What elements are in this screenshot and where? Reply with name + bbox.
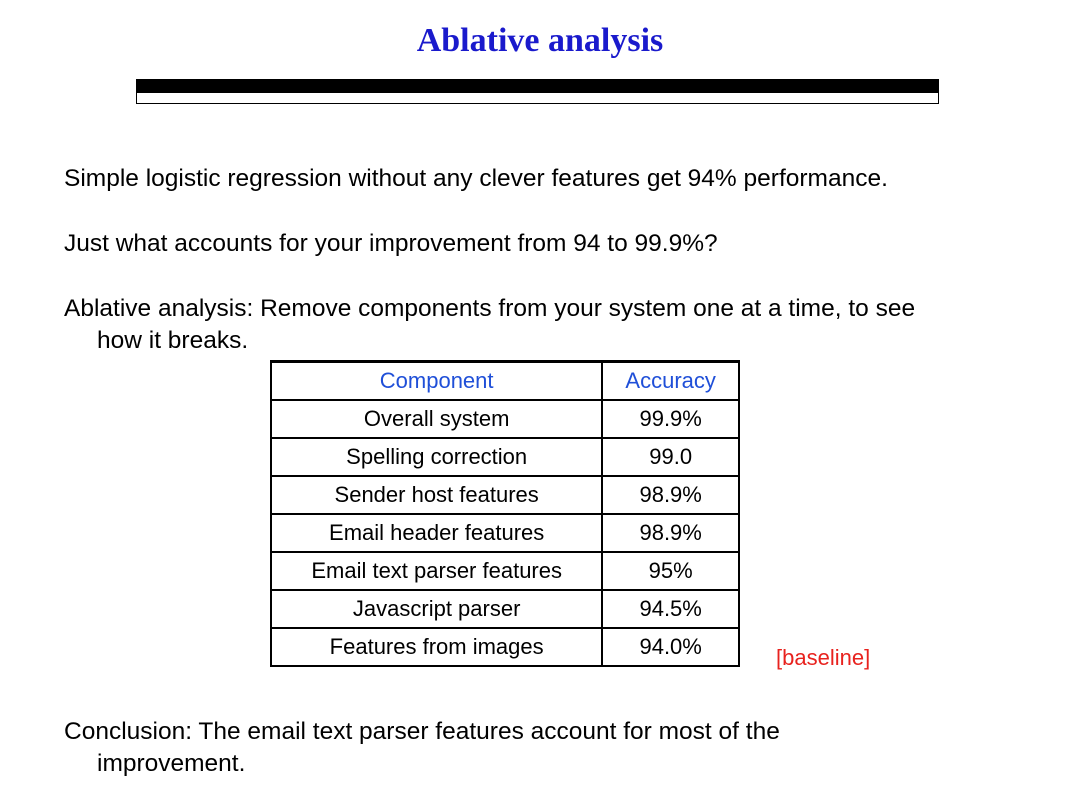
definition-paragraph: [64, 293, 1024, 357]
component-cell: Sender host features: [271, 476, 602, 514]
component-cell: Email header features: [271, 514, 602, 552]
baseline-note: [baseline]: [776, 645, 871, 670]
accuracy-cell: 94.0%: [602, 628, 739, 666]
component-cell: Spelling correction: [271, 438, 602, 476]
component-cell: Javascript parser: [271, 590, 602, 628]
component-cell: Overall system: [271, 400, 602, 438]
accuracy-cell: 94.5%: [602, 590, 739, 628]
intro-paragraph: Simple logistic regression without any clever features get 94% performance.: [64, 165, 888, 192]
conclusion-paragraph: [64, 716, 1024, 780]
definition-line-2: how it breaks.: [97, 327, 249, 354]
accuracy-cell: 98.9%: [602, 514, 739, 552]
ablation-table: [270, 360, 740, 667]
conclusion-line-1: Conclusion: The email text parser features account for most of the: [64, 718, 780, 745]
table-row: [271, 476, 739, 514]
table-row: [271, 590, 739, 628]
table-row: [271, 628, 739, 666]
table-row: [271, 438, 739, 476]
component-cell: Features from images: [271, 628, 602, 666]
table-row: [271, 400, 739, 438]
table-header-row: [271, 362, 739, 401]
component-cell: Email text parser features: [271, 552, 602, 590]
question-paragraph: Just what accounts for your improvement from 94 to 99.9%?: [64, 230, 718, 257]
table-row: [271, 514, 739, 552]
title-divider-bar: [136, 79, 939, 104]
accuracy-cell: 99.9%: [602, 400, 739, 438]
header-component: Component: [271, 362, 602, 401]
slide-title: Ablative analysis: [416, 22, 664, 59]
conclusion-line-2: improvement.: [97, 750, 246, 777]
table-row: [271, 552, 739, 590]
definition-line-1: Ablative analysis: Remove components from your system one at a time, to see: [64, 295, 916, 322]
accuracy-cell: 95%: [602, 552, 739, 590]
header-accuracy: Accuracy: [602, 362, 739, 401]
title-divider-fill: [137, 80, 938, 93]
accuracy-cell: 98.9%: [602, 476, 739, 514]
accuracy-cell: 99.0: [602, 438, 739, 476]
